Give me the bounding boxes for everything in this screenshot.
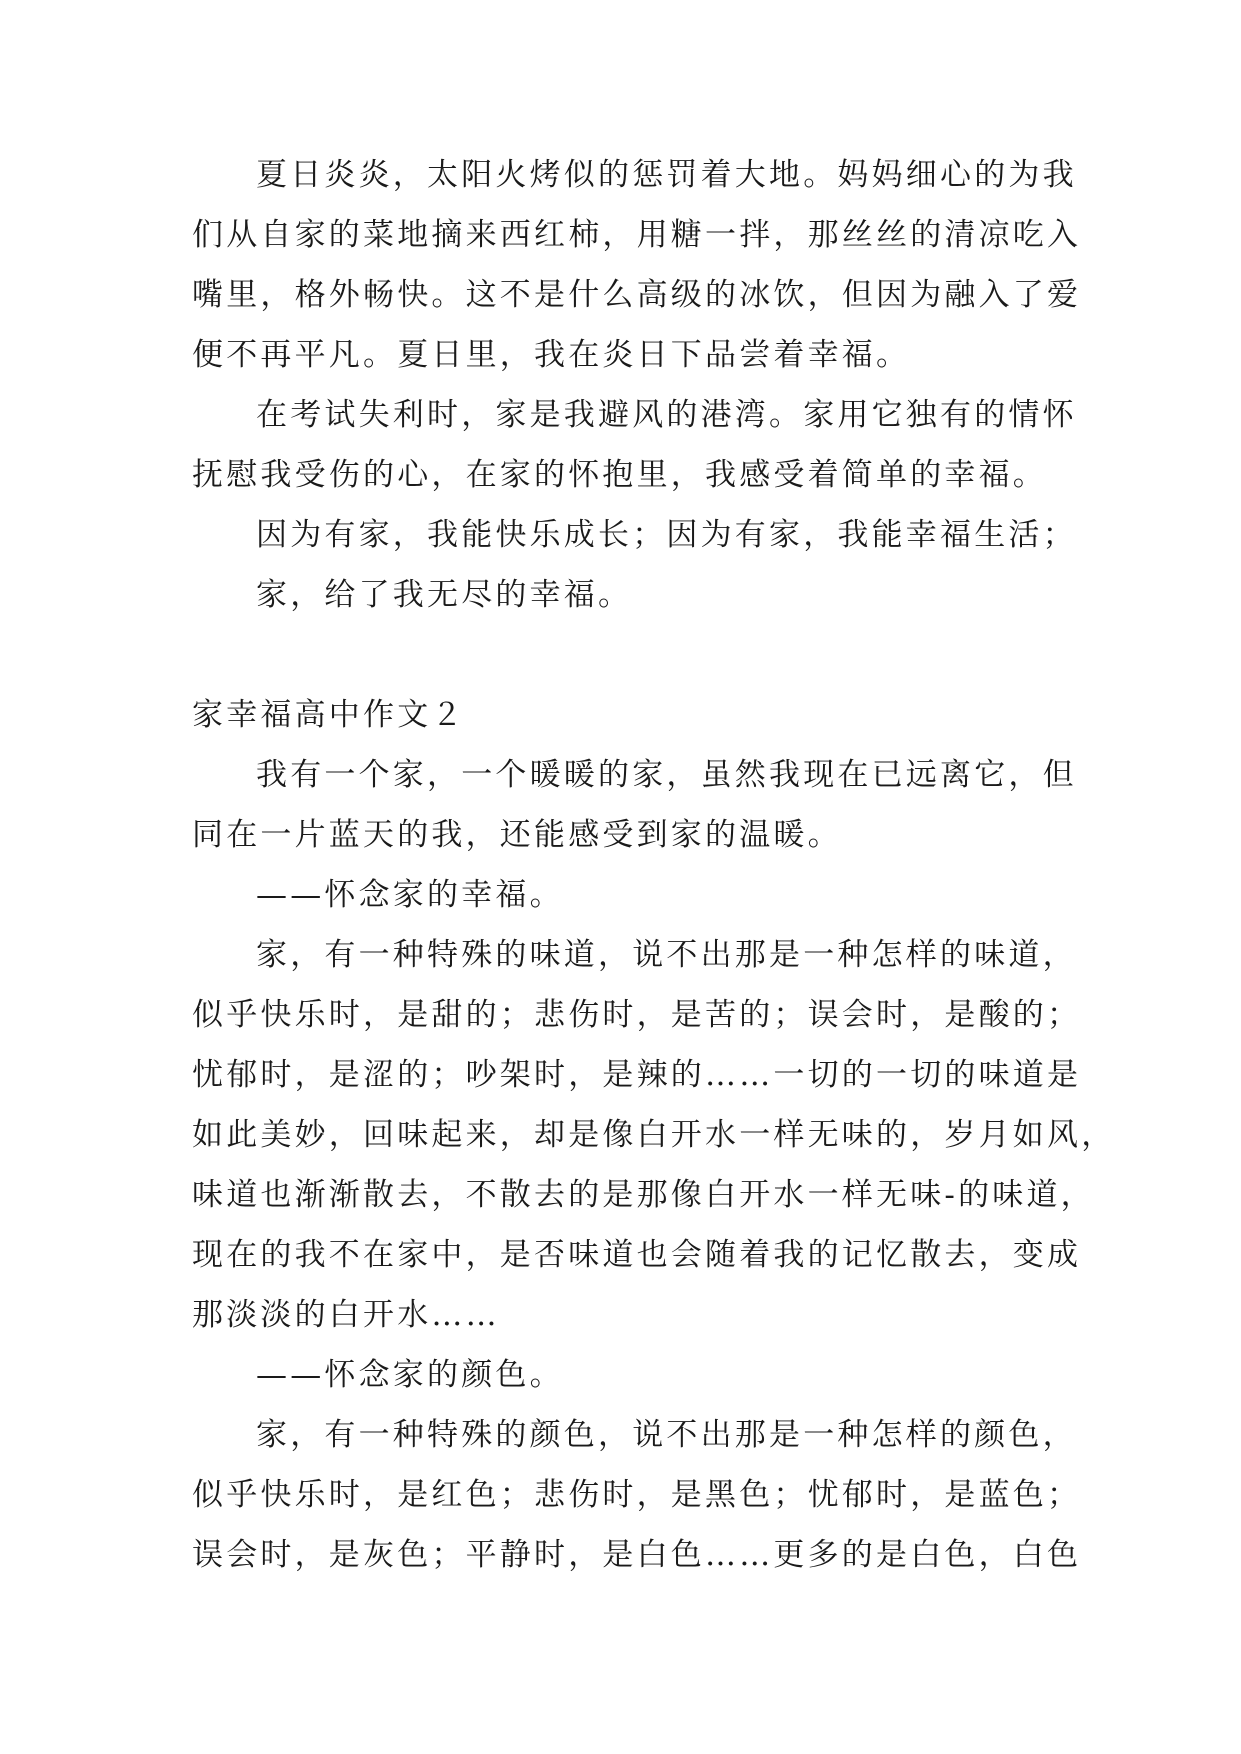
paragraph-line: 误会时，是灰色；平静时，是白色……更多的是白色，白色 xyxy=(192,1537,1082,1573)
paragraph-line: 家，给了我无尽的幸福。 xyxy=(256,577,633,613)
paragraph-line: ——怀念家的幸福。 xyxy=(256,877,564,913)
paragraph-line: 我有一个家，一个暖暖的家，虽然我现在已远离它，但 xyxy=(256,757,1077,793)
paragraph-line: 味道也渐渐散去，不散去的是那像白开水一样无味-的味道， xyxy=(192,1177,1095,1213)
paragraph-line: 忧郁时，是涩的；吵架时，是辣的……一切的一切的味道是 xyxy=(192,1057,1082,1093)
paragraph-line: 似乎快乐时，是红色；悲伤时，是黑色；忧郁时，是蓝色； xyxy=(192,1477,1082,1513)
paragraph-line: 现在的我不在家中，是否味道也会随着我的记忆散去，变成 xyxy=(192,1237,1082,1273)
paragraph-line: 在考试失利时，家是我避风的港湾。家用它独有的情怀 xyxy=(256,397,1077,433)
paragraph-line: 如此美妙，回味起来，却是像白开水一样无味的，岁月如风， xyxy=(192,1117,1116,1153)
paragraph-line: 似乎快乐时，是甜的；悲伤时，是苦的；误会时，是酸的； xyxy=(192,997,1082,1033)
paragraph-line: 抚慰我受伤的心，在家的怀抱里，我感受着简单的幸福。 xyxy=(192,457,1047,493)
section-title: 家幸福高中作文２ xyxy=(192,697,466,733)
paragraph-line: 夏日炎炎，太阳火烤似的惩罚着大地。妈妈细心的为我 xyxy=(256,157,1077,193)
blank-line xyxy=(192,640,1072,671)
paragraph-line: ——怀念家的颜色。 xyxy=(256,1357,564,1393)
document-page xyxy=(192,157,1116,1573)
paragraph-line: 嘴里，格外畅快。这不是什么高级的冰饮，但因为融入了爱 xyxy=(192,277,1082,313)
paragraph-line: 们从自家的菜地摘来西红柿，用糖一拌，那丝丝的清凉吃入 xyxy=(192,217,1082,253)
paragraph-line: 那淡淡的白开水…… xyxy=(192,1297,500,1333)
paragraph-line: 便不再平凡。夏日里，我在炎日下品尝着幸福。 xyxy=(192,337,911,373)
paragraph-line: 家，有一种特殊的味道，说不出那是一种怎样的味道， xyxy=(256,937,1077,973)
paragraph-line: 因为有家，我能快乐成长；因为有家，我能幸福生活； xyxy=(256,517,1077,553)
paragraph-line: 同在一片蓝天的我，还能感受到家的温暖。 xyxy=(192,817,842,853)
paragraph-line: 家，有一种特殊的颜色，说不出那是一种怎样的颜色， xyxy=(256,1417,1077,1453)
